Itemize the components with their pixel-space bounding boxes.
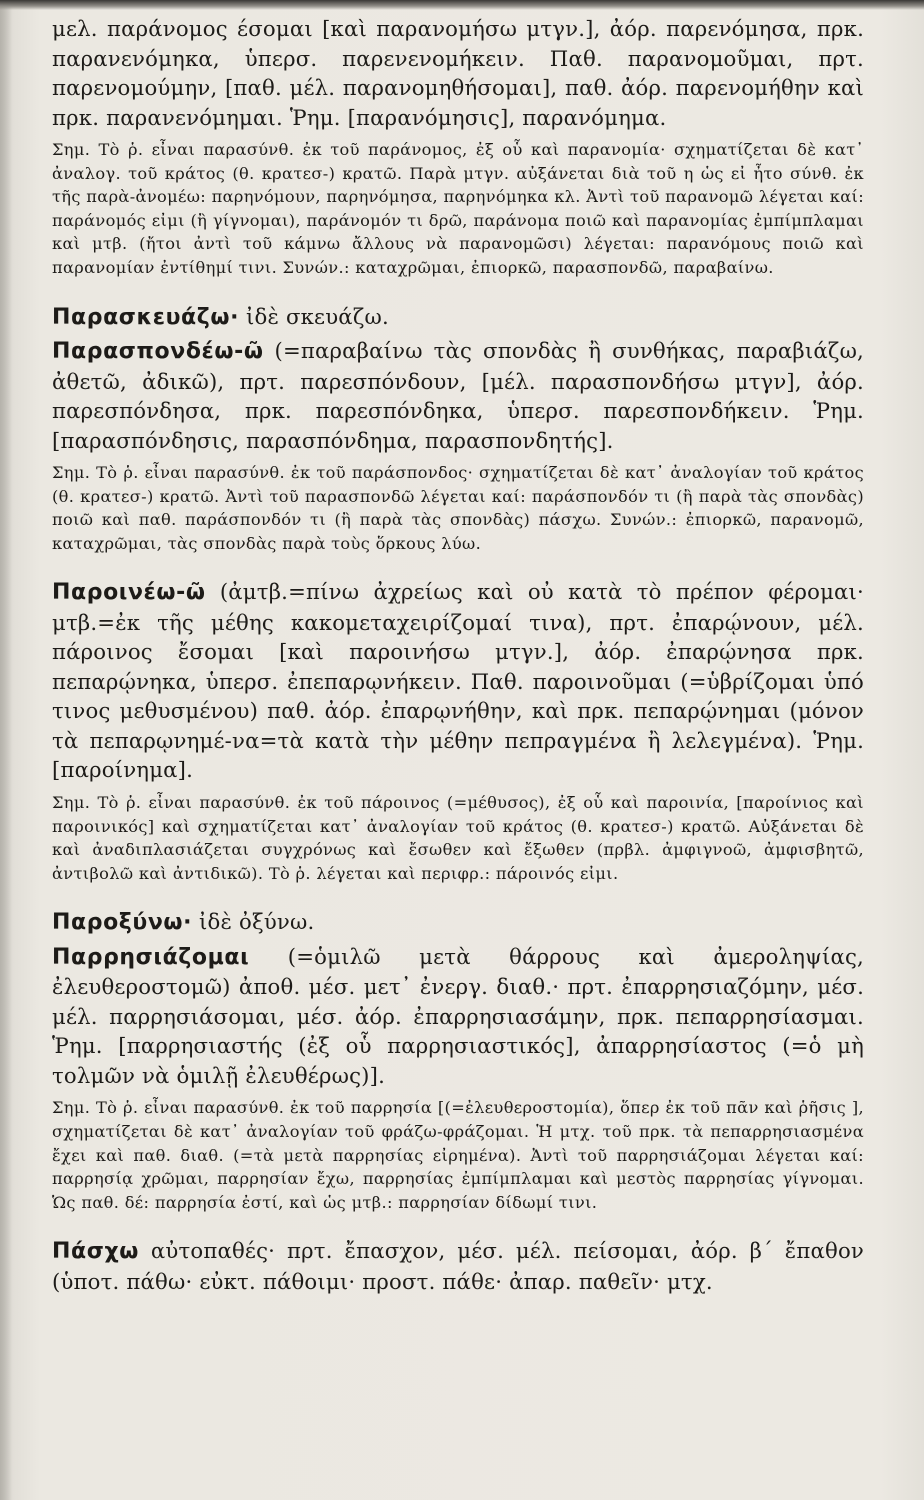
page-binding-shadow xyxy=(0,0,12,1500)
entry-pascho xyxy=(52,1236,864,1296)
entry-paraspondeo xyxy=(52,336,864,555)
entry-main-text: αὐτοπαθές· πρτ. ἔπασχον, μέσ. μέλ. πείσομαι, ἀόρ. β´ ἔπαθον (ὑποτ. πάθω· εὐκτ. πάθοιμι· προστ. πάθε· ἀπαρ. παθεῖν· μτχ. xyxy=(52,1238,864,1294)
entry-headword: Παρασπονδέω-ῶ xyxy=(52,339,264,365)
entry-parrhesiazomai xyxy=(52,942,864,1214)
entry-main-text: (ἀμτβ.=πίνω ἀχρείως καὶ οὐ κατὰ τὸ πρέπον φέρομαι· μτβ.=ἐκ τῆς μέθης κακομεταχειρίζομαί τινα), πρτ. ἐπαρῴνουν, μέλ. πάροινος ἔσομαι [καὶ παροινήσω μτγν.], ἀόρ. ἐπαρῴνησα πρκ. πεπαρῴνηκα, ὑπερσ. ἐπεπαρῳνήκειν. Παθ. παροινοῦμαι (=ὑβρίζομαι ὑπό τινος μεθυσμένου) παθ. ἀόρ. ἐπαρῳνήθην, καὶ πρκ. πεπαρῴνημαι (μόνον τὰ πεπαρῳνημέ-να=τὰ κατὰ τὴν μέθην πεπραγμένα ἢ λελεγμένα). Ῥημ. [παροίνημα]. xyxy=(52,579,864,783)
entry-main-text: ἰδὲ ὀξύνω. xyxy=(192,909,315,935)
entry-headword: Παροξύνω· xyxy=(52,910,193,936)
entry-paranomo-continued xyxy=(52,14,864,280)
entry-note: Σημ. Τὸ ῥ. εἶναι παρασύνθ. ἐκ τοῦ παρρησία [(=ἐλευθεροστομία), ὅπερ ἐκ τοῦ πᾶν καὶ ῥῆσις ], σχηματίζεται δὲ κατ᾽ ἀναλογίαν τοῦ φράζω-φράζομαι. Ἡ μτχ. τοῦ πρκ. τὰ πεπαρρησιασμένα ἔχει καὶ παθ. διαθ. (=τὰ μετὰ παρρησίας εἰρημένα). Ἀντὶ τοῦ παρρησιάζομαι λέγεται καί: παρρησίᾳ χρῶμαι, παρρησίαν ἔχω, παρρησίας ἐμπίμπλαμαι καὶ μεστὸς παρρησίας γίγνομαι. Ὡς παθ. δέ: παρρησία ἐστί, καὶ ὡς μτβ.: παρρησίαν δίδωμί τινι. xyxy=(52,1098,864,1212)
entry-main-text: ἰδὲ σκευάζω. xyxy=(239,303,389,329)
entry-note: Σημ. Τὸ ῥ. εἶναι παρασύνθ. ἐκ τοῦ παράσπονδος· σχηματίζεται δὲ κατ᾽ ἀναλογίαν τοῦ κράτος (θ. κρατεσ-) κρατῶ. Ἀντὶ τοῦ παρασπονδῶ λέγεται καί: παράσπονδόν τι (ἢ παρὰ τὰς σπονδὰς) ποιῶ καὶ παθ. παράσπονδόν τι (ἢ παρὰ τὰς σπονδὰς) πάσχω. Συνών.: ἐπιορκῶ, παρανομῶ, καταχρῶμαι, τὰς σπονδὰς παρὰ τοὺς ὅρκους λύω. xyxy=(52,463,864,553)
entry-main-text: (=ὁμιλῶ μετὰ θάρρους καὶ ἀμεροληψίας, ἐλευθεροστομῶ) ἀποθ. μέσ. μετ᾽ ἐνεργ. διαθ.· πρτ. ἐπαρρησιαζόμην, μέσ. μέλ. παρρησιάσομαι, μέσ. ἀόρ. ἐπαρρησιασάμην, πρκ. πεπαρρησίασμαι. Ῥημ. [παρρησιαστής (ἐξ οὗ παρρησιαστικός], ἀπαρρησίαστος (=ὁ μὴ τολμῶν νὰ ὁμιλῇ ἐλευθέρως)]. xyxy=(52,943,864,1088)
entry-paroxyno xyxy=(52,907,864,938)
entry-headword: Παροινέω-ῶ xyxy=(52,580,206,606)
entry-note: Σημ. Τὸ ῥ. εἶναι παρασύνθ. ἐκ τοῦ παράνομος, ἐξ οὗ καὶ παρανομία· σχηματίζεται δὲ κατ᾽ ἀναλογ. τοῦ κράτος (θ. κρατεσ-) κρατῶ. Παρὰ μτγν. αὐξάνεται διὰ τοῦ η ὡς εἰ ἦτο σύνθ. ἐκ τῆς παρὰ-ἀνομέω: παρηνόμουν, παρηνόμησα, παρηνόμηκα κλ. Ἀντὶ τοῦ παρανομῶ λέγεται καί: παράνομός εἰμι (ἢ γίγνομαι), παράνομόν τι δρῶ, παράνομα ποιῶ καὶ παρανομίας ἐμπίμπλαμαι καὶ μτβ. (ἤτοι ἀντὶ τοῦ κάμνω ἄλλους νὰ παρανομῶσι) λέγεται: παρανόμους ποιῶ καὶ παρανομίαν ἐντίθημί τινι. Συνών.: καταχρῶμαι, ἐπιορκῶ, παρασπονδῶ, παραβαίνω. xyxy=(52,140,864,277)
entry-main-text: (=παραβαίνω τὰς σπονδὰς ἢ συνθήκας, παραβιάζω, ἀθετῶ, ἀδικῶ), πρτ. παρεσπόνδουν, [μέλ. παρασπονδήσω μτγν], ἀόρ. παρεσπόνδησα, πρκ. παρεσπόνδηκα, ὑπερσ. παρεσπονδήκειν. Ῥημ. [παρασπόνδησις, παρασπόνδημα, παρασπονδητής]. xyxy=(52,338,864,453)
entry-headword: Παρασκευάζω· xyxy=(52,304,240,330)
page-top-edge xyxy=(0,0,924,10)
entry-headword: Πάσχω xyxy=(52,1239,139,1265)
dictionary-column xyxy=(52,14,864,1296)
entry-paraskeuazo xyxy=(52,302,864,333)
entry-main-text: μελ. παράνομος έσομαι [καὶ παρανομήσω μτγν.], ἀόρ. παρενόμησα, πρκ. παρανενόμηκα, ὑπερσ. παρενενομήκειν. Παθ. παρανομοῦμαι, πρτ. παρενομούμην, [παθ. μέλ. παρανομηθήσομαι], παθ. ἀόρ. παρενομήθην καὶ πρκ. παρανενόμημαι. Ῥημ. [παρανόμησις], παρανόμημα. xyxy=(52,16,864,130)
entry-paroineo xyxy=(52,577,864,885)
entry-note: Σημ. Τὸ ῥ. εἶναι παρασύνθ. ἐκ τοῦ πάροινος (=μέθυσος), ἐξ οὗ καὶ παροινία, [παροίνιος καὶ παροινικός] καὶ σχηματίζεται κατ᾽ ἀναλογίαν τοῦ κράτος (θ. κρατεσ-) κρατῶ. Αὐξάνεται δὲ καὶ ἀναδιπλασιάζεται συγχρόνως καὶ ἔσωθεν καὶ ἔξωθεν (πρβλ. ἀμφιγνοῶ, ἀμφισβητῶ, ἀντιβολῶ καὶ ἀντιδικῶ). Τὸ ῥ. λέγεται καὶ περιφρ.: πάροινός εἰμι. xyxy=(52,792,864,883)
entry-headword: Παρρησιάζομαι xyxy=(52,944,250,970)
